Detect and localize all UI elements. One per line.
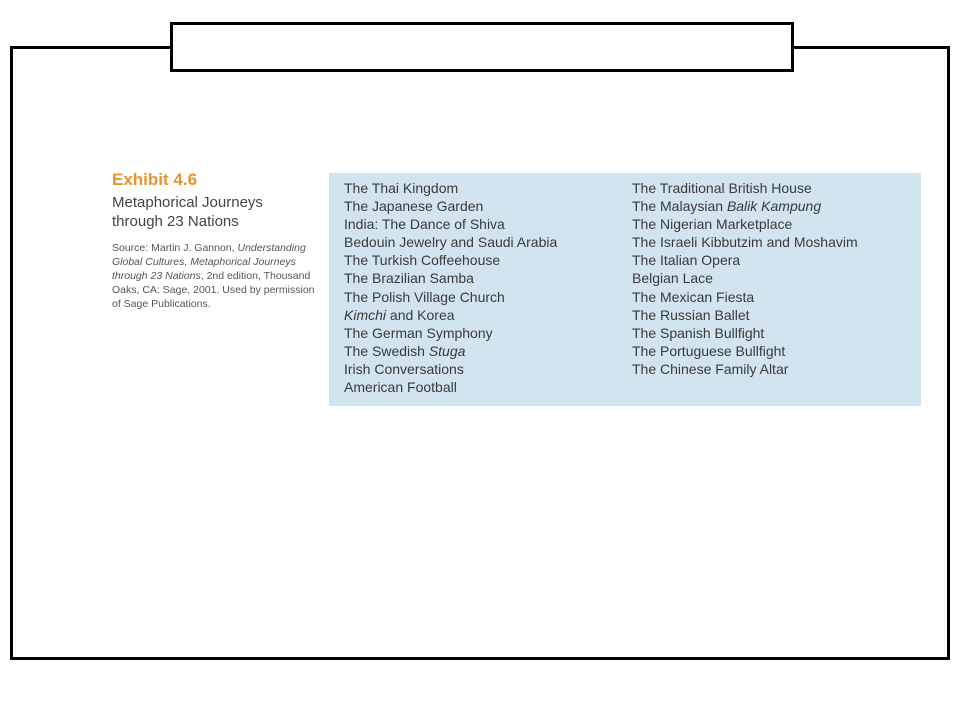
source-suffix: , 2nd edition, Thousand Oaks, CA: Sage, 2001. Used by permission of Sage Publications. [112, 270, 315, 310]
nation-item [344, 179, 557, 197]
nation-item [632, 342, 858, 360]
nation-item [632, 233, 858, 251]
nation-item-text: The Brazilian Samba [344, 270, 474, 287]
nation-item [344, 360, 557, 378]
nation-item-text: Irish Conversations [344, 360, 464, 377]
nation-item-text: The Swedish [344, 342, 429, 359]
nation-item-italic: Kimchi [344, 306, 387, 323]
nation-item-text: The German Symphony [344, 324, 493, 341]
nation-item-text: and Korea [386, 306, 455, 323]
nation-item [632, 360, 858, 378]
nation-item-text: The Traditional British House [632, 180, 812, 196]
nation-item-text: The Turkish Coffeehouse [344, 252, 501, 269]
nation-item [632, 251, 858, 269]
nation-item-italic: Stuga [428, 342, 466, 359]
nation-item [344, 269, 557, 287]
nation-item [344, 233, 557, 251]
nation-item-text: The Russian Ballet [632, 306, 750, 323]
nation-item [344, 288, 557, 306]
nation-item-text: The Portuguese Bullfight [632, 342, 786, 359]
nation-item-text: The Thai Kingdom [344, 180, 459, 196]
title-box[interactable] [170, 22, 794, 72]
nation-item [344, 215, 557, 233]
nation-item [632, 215, 858, 233]
source-book-title: Understanding Global Cultures, Metaphorical Journeys through 23 Nations [112, 242, 306, 282]
nation-item [344, 378, 557, 396]
nation-item [344, 324, 557, 342]
nation-item [344, 197, 557, 215]
nation-item-text: The Japanese Garden [344, 198, 484, 215]
exhibit-title-line1: Metaphorical Journeys [112, 194, 263, 211]
nation-item [344, 342, 557, 360]
nation-item [344, 251, 557, 269]
nation-item [344, 306, 557, 324]
nation-item-text: The Polish Village Church [344, 288, 505, 305]
nation-item-text: The Chinese Family Altar [632, 360, 789, 377]
nation-item-text: The Italian Opera [632, 252, 741, 269]
nations-column-left [344, 179, 557, 396]
exhibit-title-line2: through 23 Nations [112, 213, 239, 230]
exhibit-source [112, 241, 322, 311]
nation-item-text: The Israeli Kibbutzim and Moshavim [632, 234, 858, 251]
nation-item [632, 288, 858, 306]
nation-item-text: Belgian Lace [632, 270, 713, 287]
nation-item-text: India: The Dance of Shiva [344, 216, 505, 233]
nation-item [632, 269, 858, 287]
nation-item-text: Bedouin Jewelry and Saudi Arabia [344, 234, 558, 251]
nation-item [632, 179, 858, 197]
nation-item-text: The Mexican Fiesta [632, 288, 755, 305]
nation-item [632, 306, 858, 324]
exhibit-caption [112, 170, 322, 311]
nations-panel [329, 173, 921, 406]
nation-item-text: American Football [344, 379, 457, 396]
exhibit-label: Exhibit 4.6 [112, 170, 198, 189]
nation-item-text: The Malaysian [632, 198, 727, 215]
nation-item [632, 197, 858, 215]
nation-item-text: The Spanish Bullfight [632, 324, 765, 341]
nation-item [632, 324, 858, 342]
exhibit-title [112, 193, 322, 231]
slide-frame [10, 46, 950, 660]
source-prefix: Source: Martin J. Gannon, [112, 242, 238, 254]
nations-column-right [632, 179, 858, 378]
nation-item-italic: Balik Kampung [726, 198, 822, 215]
nation-item-text: The Nigerian Marketplace [632, 216, 793, 233]
